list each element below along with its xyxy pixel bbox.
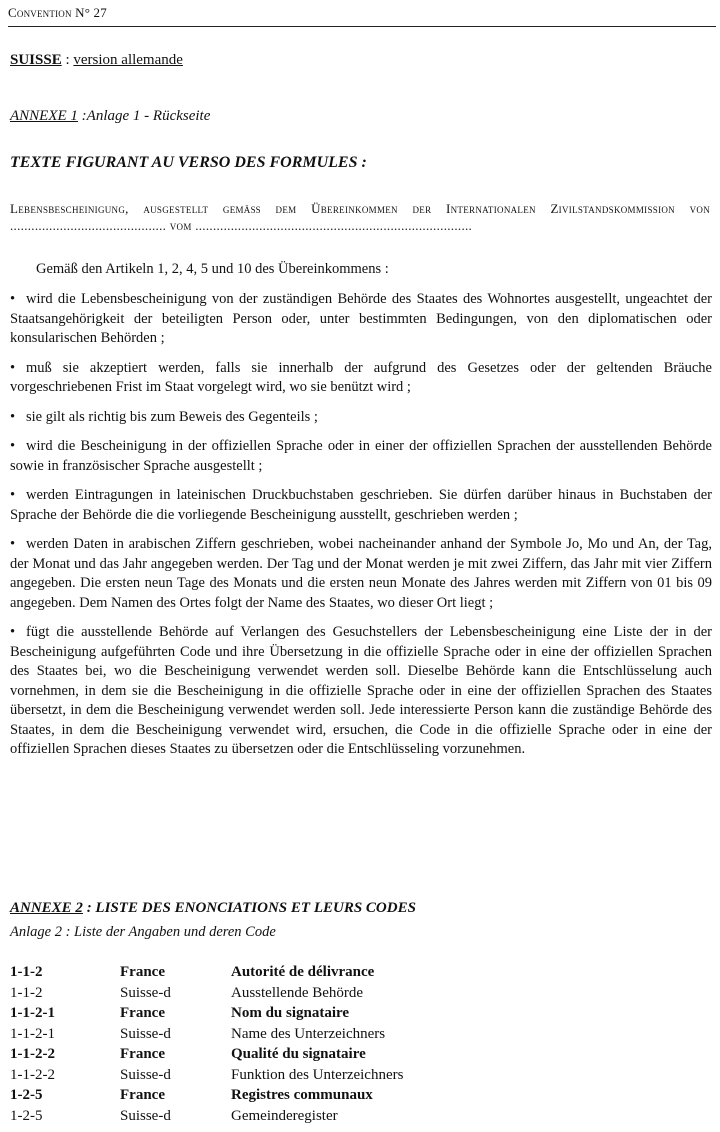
- code-cell: 1-1-2: [10, 984, 43, 1001]
- annex-1-heading: [10, 108, 210, 125]
- bullet-item: [10, 290, 712, 349]
- codes-table: [10, 964, 403, 1128]
- country-cell: France: [120, 964, 165, 980]
- bullet-icon: •: [10, 408, 16, 425]
- annex-2-title: : LISTE DES ENONCIATIONS ET LEURS CODES: [82, 900, 416, 916]
- bullet-item: [10, 437, 712, 476]
- bullet-text: werden Eintragungen in lateinischen Druckbuchstaben geschrieben. Sie dürfen darüber hinaus in Buchstaben der Sprache der Behörde die die vorliegende Bescheinigung ausstellt, geschrieben werden ;: [10, 487, 712, 523]
- country-cell: France: [120, 1046, 165, 1062]
- bullet-item: [10, 359, 712, 398]
- country-cell: Suisse-d: [120, 1107, 171, 1124]
- country-name: SUISSE: [10, 52, 62, 68]
- code-cell: 1-2-5: [10, 1087, 43, 1103]
- label-cell: Qualité du signataire: [231, 1046, 366, 1062]
- code-cell: 1-1-2-2: [10, 1066, 55, 1083]
- language-version: version allemande: [73, 52, 183, 68]
- country-line: [10, 52, 183, 69]
- page-header: [8, 4, 716, 27]
- bullet-text: sie gilt als richtig bis zum Beweis des Gegenteils ;: [26, 408, 318, 425]
- table-row: [10, 1046, 403, 1067]
- label-cell: Gemeinderegister: [231, 1107, 338, 1124]
- bullet-icon: •: [10, 536, 16, 552]
- bullet-text: wird die Lebensbescheinigung von der zuständigen Behörde des Staates des Wohnortes ausgestellt, ungeachtet der Staatsangehörigkeit der beteiligten Person oder, unter bestimmten Bedingungen, von den diplomatischen oder konsularischen Behörden ;: [10, 291, 712, 346]
- code-cell: 1-1-2-1: [10, 1005, 55, 1021]
- code-cell: 1-1-2: [10, 964, 43, 980]
- label-cell: Name des Unterzeichners: [231, 1025, 386, 1042]
- table-row: [10, 1067, 403, 1088]
- table-row: [10, 985, 403, 1006]
- annex-1-subtitle: :Anlage 1 - Rückseite: [77, 108, 211, 124]
- annex-2-label: ANNEXE 2: [10, 900, 83, 916]
- country-cell: France: [120, 1087, 165, 1103]
- label-cell: Registres communaux: [231, 1087, 373, 1103]
- label-cell: Autorité de délivrance: [231, 964, 375, 980]
- section-title: TEXTE FIGURANT AU VERSO DES FORMULES :: [10, 154, 367, 171]
- label-cell: Ausstellende Behörde: [231, 984, 364, 1001]
- bullet-icon: •: [10, 624, 16, 640]
- bullet-icon: •: [10, 359, 16, 376]
- annex-2-heading: [10, 900, 416, 917]
- table-row: [10, 1108, 403, 1129]
- bullet-icon: •: [10, 438, 16, 454]
- bullet-text: muß sie akzeptiert werden, falls sie innerhalb der aufgrund des Gesetzes oder der geltenden Bräuche vorgeschriebenen Frist im Staat vorgelegt wird, wo sie benützt wird ;: [10, 359, 712, 395]
- table-row: [10, 1087, 403, 1108]
- intro-text: Gemäß den Artikeln 1, 2, 4, 5 und 10 des Übereinkommens :: [36, 261, 389, 277]
- country-cell: Suisse-d: [120, 1025, 171, 1042]
- table-row: [10, 1026, 403, 1047]
- convention-number: Convention N° 27: [8, 5, 107, 20]
- country-separator: :: [61, 52, 74, 68]
- table-row: [10, 964, 403, 985]
- bullet-list: [10, 290, 712, 770]
- code-cell: 1-1-2-1: [10, 1025, 55, 1042]
- codes-table-body: [10, 964, 403, 1128]
- certificate-title: Lebensbescheinigung, ausgestellt gemäß dem Übereinkommen der Internationalen Zivilstandskommission von ............................................ vom ..............................................................................: [10, 201, 710, 233]
- code-cell: 1-2-5: [10, 1107, 43, 1124]
- bullet-text: wird die Bescheinigung in der offiziellen Sprache oder in einer der offiziellen Sprachen der ausstellenden Behörde sowie in französischer Sprache ausgestellt ;: [10, 438, 712, 474]
- annex-2-subtitle: Anlage 2 : Liste der Angaben und deren Code: [10, 924, 276, 940]
- bullet-icon: •: [10, 487, 16, 503]
- code-cell: 1-1-2-2: [10, 1046, 55, 1062]
- bullet-text: werden Daten in arabischen Ziffern geschrieben, wobei nacheinander anhand der Symbole Jo, Mo und An, der Tag, der Monat und das Jahr angegeben werden. Der Tag und der Monat werden je mit zwei Ziffern, das Jahr mit vier Ziffern angegeben. Die ersten neun Tage des Monats und die ersten neun Monate des Jahres werden mit Ziffern von 01 bis 09 angegeben. Dem Namen des Ortes folgt der Name des Staates, wo dieser Ort liegt ;: [10, 536, 712, 611]
- label-cell: Funktion des Unterzeichners: [231, 1066, 404, 1083]
- bullet-item: [10, 535, 712, 613]
- country-cell: Suisse-d: [120, 984, 171, 1001]
- label-cell: Nom du signataire: [231, 1005, 350, 1021]
- bullet-item: [10, 623, 712, 760]
- annex-1-label: ANNEXE 1: [10, 108, 78, 124]
- bullet-icon: •: [10, 291, 16, 307]
- country-cell: Suisse-d: [120, 1066, 171, 1083]
- bullet-item: [10, 486, 712, 525]
- bullet-text: fügt die ausstellende Behörde auf Verlangen des Gesuchstellers der Lebensbescheinigung eine Liste der in der Bescheinigung aufgeführten Code und ihre Übersetzung in die offizielle Sprache oder in eine der offiziellen Sprachen des Staates bei, wo die Bescheinigung verwendet werden soll. Dieselbe Behörde kann die Entschlüsselung auch vornehmen, in dem sie die Bescheinigung in die offizielle Sprache oder in eine der offiziellen Sprachen des Staates übersetzt, in dem die Bescheinigung verwendet werden soll. Jede interessierte Person kann die zuständige Behörde des Staates, in dem die Bescheinigung verwendet wird, ersuchen, die Code in die offizielle Sprache oder in eine der offiziellen Sprachen dieses Staates zu übersetzen oder die Entschlüsseling vorzunehmen.: [10, 624, 712, 757]
- bullet-item: [10, 408, 712, 428]
- table-row: [10, 1005, 403, 1026]
- country-cell: France: [120, 1005, 165, 1021]
